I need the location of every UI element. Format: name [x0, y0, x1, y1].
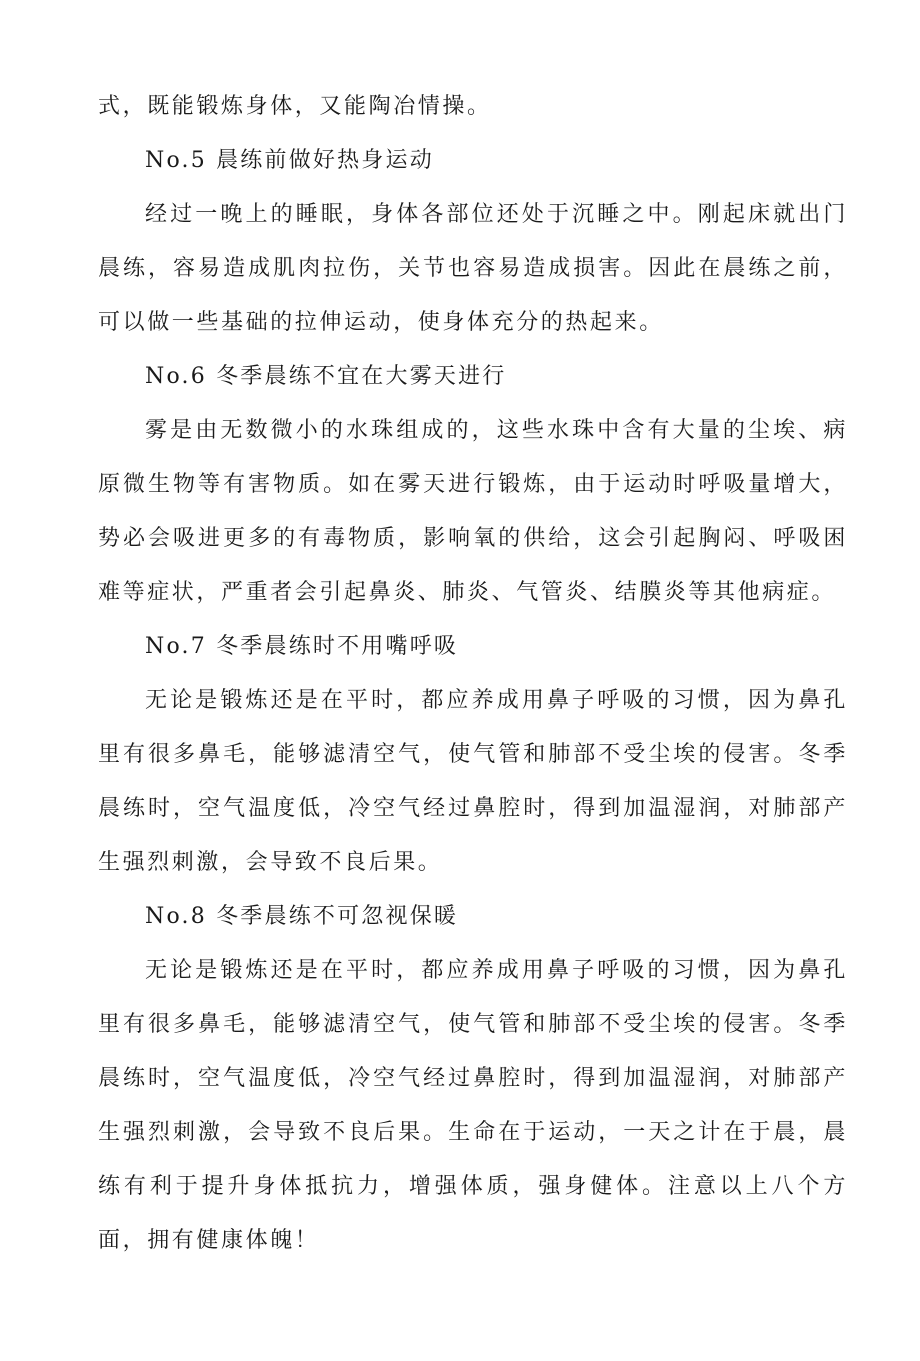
section-heading-no6: No.6 冬季晨练不宜在大雾天进行	[145, 364, 507, 389]
section-heading-no5: No.5 晨练前做好热身运动	[145, 148, 434, 173]
paragraph-no5: 经过一晚上的睡眠，身体各部位还处于沉睡之中。刚起床就出门晨练，容易造成肌肉拉伤，关节也容易造成损害。因此在晨练之前，可以做一些基础的拉伸运动，使身体充分的热起来。	[98, 202, 848, 335]
paragraph-no6: 雾是由无数微小的水珠组成的，这些水珠中含有大量的尘埃、病原微生物等有害物质。如在雾天进行锻炼，由于运动时呼吸量增大，势必会吸进更多的有毒物质，影响氧的供给，这会引起胸闷、呼吸困难等症状，严重者会引起鼻炎、肺炎、气管炎、结膜炎等其他病症。	[98, 418, 848, 605]
paragraph-continuation: 式，既能锻炼身体，又能陶冶情操。	[98, 94, 492, 119]
paragraph-no7: 无论是锻炼还是在平时，都应养成用鼻子呼吸的习惯，因为鼻孔里有很多鼻毛，能够滤清空气，使气管和肺部不受尘埃的侵害。冬季晨练时，空气温度低，冷空气经过鼻腔时，得到加温湿润，对肺部产生强烈刺激，会导致不良后果。	[98, 688, 848, 875]
paragraph-no8: 无论是锻炼还是在平时，都应养成用鼻子呼吸的习惯，因为鼻孔里有很多鼻毛，能够滤清空气，使气管和肺部不受尘埃的侵害。冬季晨练时，空气温度低，冷空气经过鼻腔时，得到加温湿润，对肺部产生强烈刺激，会导致不良后果。生命在于运动，一天之计在于晨，晨练有利于提升身体抵抗力，增强体质，强身健体。注意以上八个方面，拥有健康体魄！	[98, 958, 848, 1253]
section-heading-no7: No.7 冬季晨练时不用嘴呼吸	[145, 634, 459, 659]
section-heading-no8: No.8 冬季晨练不可忽视保暖	[145, 904, 459, 929]
document-body	[98, 80, 848, 1268]
